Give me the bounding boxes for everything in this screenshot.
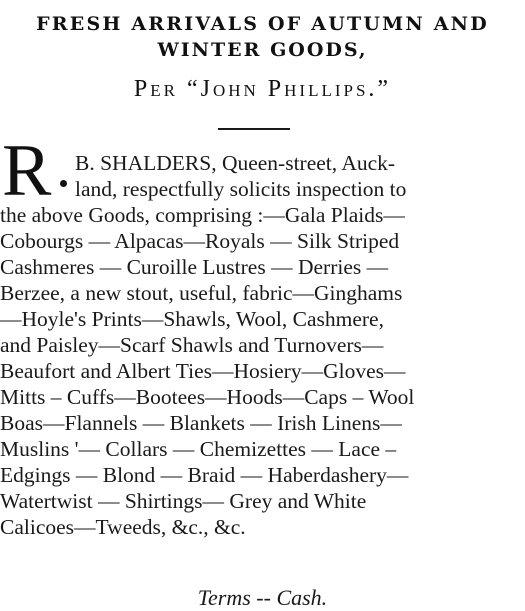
body-line-2: land, respectfully solicits inspection to	[75, 177, 407, 201]
body-line-1-text: B. SHALDERS, Queen-street, Auck-	[75, 151, 396, 175]
body-line-14: Watertwist — Shirtings— Grey and White	[0, 489, 367, 513]
headline-line-2: WINTER GOODS,	[157, 39, 368, 61]
divider-rule	[218, 128, 290, 130]
body-line-13: Edgings — Blond — Braid — Haberdashery—	[0, 463, 409, 487]
body-line-8: and Paisley—Scarf Shawls and Turnovers—	[0, 333, 384, 357]
terms-line: Terms -- Cash.	[197, 585, 328, 610]
body-line-1	[75, 150, 520, 176]
initial-period-mark	[60, 180, 67, 187]
headline-line-1: FRESH ARRIVALS OF AUTUMN AND	[36, 13, 489, 35]
body-line-4: Cobourgs — Alpacas—Royals — Silk Striped	[0, 229, 400, 253]
body-line-9: Beaufort and Albert Ties—Hosiery—Gloves—	[0, 359, 406, 383]
body-line-7: —Hoyle's Prints—Shawls, Wool, Cashmere,	[0, 307, 384, 331]
body-line-3: the above Goods, comprising :—Gala Plaids—	[0, 203, 405, 227]
body-line-5: Cashmeres — Curoille Lustres — Derries —	[0, 255, 389, 279]
body-line-10: Mitts – Cuffs—Bootees—Hoods—Caps – Wool	[0, 385, 415, 409]
drop-cap: R	[2, 130, 52, 212]
body-line-15: Calicoes—Tweeds, &c., &c.	[0, 515, 246, 539]
body-line-12: Muslins '— Collars — Chemizettes — Lace –	[0, 437, 397, 461]
ship-name-line: Per “John Phillips.”	[133, 76, 392, 102]
body-line-6: Berzee, a new stout, useful, fabric—Ginghams	[0, 281, 403, 305]
body-line-11: Boas—Flannels — Blankets — Irish Linens—	[0, 411, 402, 435]
